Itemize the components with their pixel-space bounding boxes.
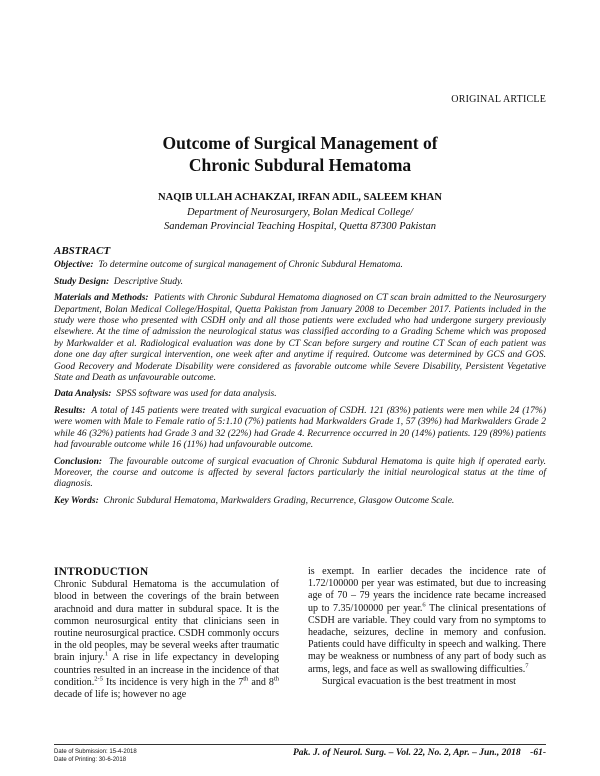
intro-text: The clinical presentations of CSDH are variable. They could vary from no symptoms to headache, seizures, decline in memory and confusion. Patients could have difficulty in speech and walking. There may be weakness or numbness of any part of body such as arms, legs, and face as well as swallowing difficulties. bbox=[308, 602, 546, 675]
abstract-data-analysis bbox=[54, 389, 546, 400]
results-label: Results: bbox=[54, 405, 86, 416]
footer-divider bbox=[54, 744, 546, 745]
abstract-heading: ABSTRACT bbox=[54, 245, 111, 257]
intro-text: decade of life is; however no age bbox=[54, 689, 187, 701]
introduction-heading: INTRODUCTION bbox=[54, 566, 149, 578]
title-line-2: Chronic Subdural Hematoma bbox=[188, 155, 412, 175]
abstract-results bbox=[54, 406, 546, 452]
introduction-paragraph-1 bbox=[54, 579, 279, 701]
abstract-keywords bbox=[54, 496, 546, 507]
intro-text: Chronic Subdural Hematoma is the accumulation of blood in between the coverings of the brain between arachnoid and dura matter in subdural space. It is the common neurosurgical entity that clinicians seen in routine neurosurgical practice. CSDH commonly occurs in the old peoples, may be several weeks after traumatic brain injury. bbox=[54, 579, 279, 664]
affiliation-line-1: Department of Neurosurgery, Bolan Medical College/ bbox=[186, 207, 414, 218]
ordinal-suffix: th bbox=[273, 675, 279, 683]
abstract-methods bbox=[54, 293, 546, 384]
reference-marker: 2-5 bbox=[94, 675, 103, 683]
abstract-study-design bbox=[54, 277, 546, 288]
ordinal-suffix: th bbox=[243, 675, 249, 683]
introduction-right-column bbox=[308, 566, 546, 688]
reference-marker: 7 bbox=[525, 662, 529, 670]
methods-label: Materials and Methods: bbox=[54, 293, 149, 304]
keywords-label: Key Words: bbox=[54, 495, 99, 506]
data-analysis-text: SPSS software was used for data analysis. bbox=[116, 389, 277, 400]
data-analysis-label: Data Analysis: bbox=[54, 389, 112, 400]
intro-text: is exempt. In earlier decades the incidence rate of 1.72/100000 per year was estimated, but due to increasing age of 70 – 79 years the incidence rate became increased up to 7.35/100000 per year. bbox=[308, 566, 546, 614]
reference-marker: 1 bbox=[104, 651, 109, 659]
page-number: -61- bbox=[530, 748, 546, 758]
intro-text: A rise in life expectancy in developing countries resulted in an increase in the incidence of that condition. bbox=[54, 652, 280, 688]
objective-text: To determine outcome of surgical management of Chronic Subdural Hematoma. bbox=[98, 260, 403, 271]
results-text: A total of 145 patients were treated with surgical evacuation of CSDH. 121 (83%) patients were men while 24 (17%) were women with Male to Female ratio of 5:1.10 (7%) patients had Markwalders Grade 1, 57 (39%) had Markwalders Grade 2 while 46 (32%) patients had Grade 3 and 32 (22%) had Grade 4. Recurrence occurred in 20 (14%) patients. 129 (89%) patients had favourable outcome while 16 (11%) had unfavourable outcome. bbox=[54, 405, 546, 451]
abstract-section bbox=[54, 246, 546, 512]
article-type-label: ORIGINAL ARTICLE bbox=[451, 94, 546, 105]
study-design-text: Descriptive Study. bbox=[113, 276, 184, 287]
affiliation-line-2: Sandeman Provincial Teaching Hospital, Quetta 87300 Pakistan bbox=[164, 220, 436, 232]
submission-date: Date of Submission: 15-4-2018 bbox=[54, 749, 137, 755]
paper-title bbox=[0, 132, 600, 176]
keywords-text: Chronic Subdural Hematoma, Markwalders Grading, Recurrence, Glasgow Outcome Scale. bbox=[103, 495, 455, 506]
author-list: NAQIB ULLAH ACHAKZAI, IRFAN ADIL, SALEEM KHAN bbox=[158, 192, 442, 203]
abstract-conclusion bbox=[54, 457, 546, 491]
title-line-1: Outcome of Surgical Management of bbox=[162, 133, 438, 153]
introduction-left-column bbox=[54, 566, 279, 701]
reference-marker: 6 bbox=[422, 601, 426, 609]
objective-label: Objective: bbox=[54, 260, 94, 271]
journal-citation bbox=[293, 748, 546, 758]
intro-text: and 8 bbox=[248, 676, 274, 688]
affiliation bbox=[0, 206, 600, 233]
methods-text: Patients with Chronic Subdural Hematoma diagnosed on CT scan brain admitted to the Neurosurgery Department, Bolan Medical College/Hospital, Quetta Pakistan from January 2008 to December 2017. Patients included in the study were those who presented with CSDH only and all those patients were excluded who had undergone surgery previously elsewhere. At the time of admission the neurological status was classified according to a Grading Scheme which was proposed by Markwalder et al. Radiological evaluation was done by CT Scan before surgery and routine CT Scan of each patient was done one day after surgical intervention, one week after and anytime if required. Outcome was determined by GCS and GOS. Good Recovery and Moderate Disability were considered as favorable outcome while Severe Disability, Persistent Vegetative State and Death as unfavourable outcome. bbox=[54, 293, 546, 384]
intro-text: Its incidence is very high in the 7 bbox=[102, 676, 244, 688]
printing-date: Date of Printing: 30-6-2018 bbox=[54, 757, 127, 763]
introduction-paragraph-2 bbox=[308, 566, 546, 676]
footer-dates bbox=[54, 748, 137, 764]
conclusion-text: The favourable outcome of surgical evacuation of Chronic Subdural Hematoma is quite high if operated early. Moreover, the course and outcome is affected by several factors particularly the initial neurological status at the time of diagnosis. bbox=[54, 456, 546, 490]
journal-name: Pak. J. of Neurol. Surg. – Vol. 22, No. 2, Apr. – Jun., 2018 bbox=[292, 748, 521, 758]
abstract-objective bbox=[54, 260, 546, 271]
conclusion-label: Conclusion: bbox=[54, 456, 103, 467]
study-design-label: Study Design: bbox=[54, 276, 110, 287]
introduction-paragraph-3: Surgical evacuation is the best treatment in most bbox=[322, 675, 516, 687]
